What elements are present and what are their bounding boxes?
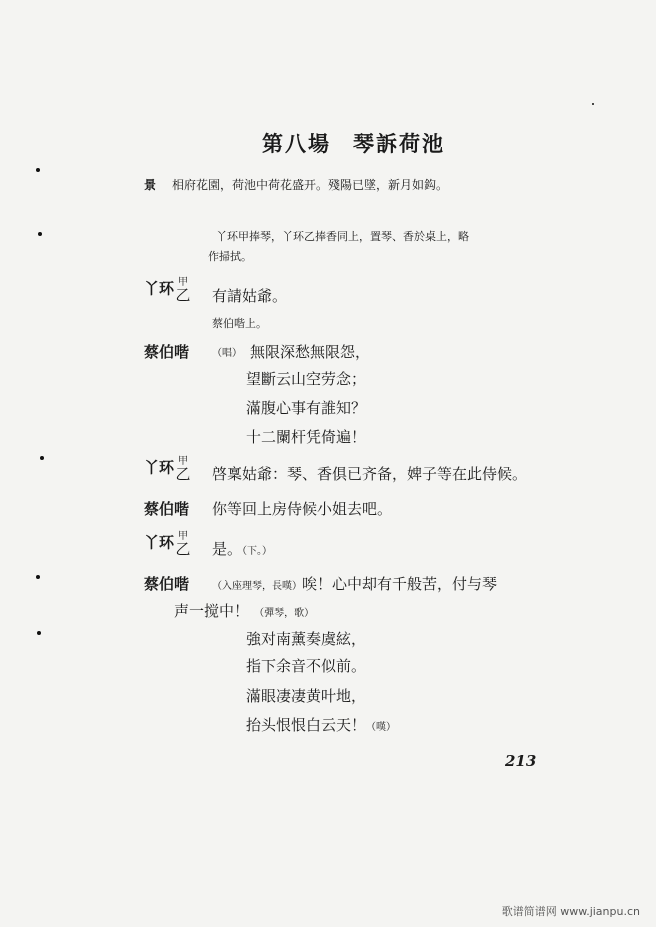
maid-jia: 甲 — [178, 277, 189, 288]
speaker-maids-2 — [144, 455, 192, 481]
verse1-line-2: 望斷云山空劳念； — [246, 370, 367, 388]
speaker-maids-3 — [144, 530, 192, 556]
verse2-line-4-text: 抬头恨恨白云天！ — [246, 716, 367, 734]
scan-speck — [36, 575, 40, 579]
speaker-cai-3: 蔡伯喈 — [144, 575, 190, 593]
scan-speck — [40, 456, 44, 460]
scan-speck — [36, 168, 40, 172]
scene-label: 景 — [144, 178, 157, 192]
sing-direction: （唱） — [212, 348, 242, 359]
scan-speck — [38, 232, 42, 236]
speaker-maid-stack — [174, 455, 192, 481]
stage-direction-2: 蔡伯喈上。 — [212, 317, 267, 330]
speaker-cai-1: 蔡伯喈 — [144, 343, 190, 361]
scene-title — [262, 128, 445, 158]
verse2-line-2: 指下余音不似前。 — [246, 657, 367, 675]
dialogue-line-2: 啓稟姑爺：琴、香俱已齐备，婢子等在此侍候。 — [212, 465, 528, 483]
watermark: 歌谱简谱网 www.jianpu.cn — [501, 905, 640, 918]
exit-direction: （下。） — [242, 546, 273, 557]
stage-direction-1a: 丫环甲捧琴，丫环乙捧香同上，置琴、香於桌上，略 — [216, 230, 469, 243]
speaker-maid-label: 丫环 — [144, 458, 175, 477]
scan-speck — [37, 631, 41, 635]
dialogue-line-5b — [174, 600, 314, 621]
speaker-maid-label: 丫环 — [144, 533, 175, 552]
sit-direction: （入座理琴，長嘆） — [212, 581, 302, 592]
line5b-text: 声一搅中！ — [174, 602, 250, 620]
dialogue-line-1: 有請姑爺。 — [212, 287, 288, 305]
verse1-line-1: 無限深愁無限怨， — [250, 343, 371, 361]
title-main: 第八場 — [262, 131, 331, 156]
speaker-maid-stack — [174, 530, 192, 556]
verse2-line-4 — [246, 714, 396, 735]
page-number: 213 — [505, 752, 537, 770]
stage-direction-1b: 作掃拭。 — [208, 250, 252, 263]
scan-speck — [592, 103, 594, 105]
maid-yi: 乙 — [175, 540, 191, 558]
verse2-line-1: 強对南薰奏虞絃， — [246, 630, 367, 648]
title-sub: 琴訴荷池 — [353, 131, 445, 156]
verse1-line-3: 滿腹心事有誰知？ — [246, 399, 367, 417]
dialogue-line-3: 你等回上房侍候小姐去吧。 — [212, 500, 393, 518]
speaker-maid-stack — [174, 276, 192, 302]
maid-jia: 甲 — [178, 456, 189, 467]
dialogue-line-4 — [212, 538, 272, 559]
scene-text: 相府花園，荷池中荷花盛开。殘陽已墜，新月如鈎。 — [172, 178, 449, 192]
dialogue-line-5 — [212, 573, 497, 594]
play-direction: （彈琴，歌） — [254, 608, 315, 619]
maid-jia: 甲 — [178, 531, 189, 542]
maid-yi: 乙 — [175, 286, 191, 304]
speaker-maid-label: 丫环 — [144, 279, 175, 298]
scene-setting — [144, 176, 448, 193]
line5-text: 唉！心中却有千般苦，付与琴 — [302, 575, 498, 593]
speaker-cai-2: 蔡伯喈 — [144, 500, 190, 518]
line4-text: 是。 — [212, 540, 243, 558]
verse1-line-4: 十二闌杆凭倚遍！ — [246, 428, 367, 446]
sigh-direction: （嘆） — [366, 722, 397, 733]
maid-yi: 乙 — [175, 465, 191, 483]
verse2-line-3: 滿眼凄凄黄叶地， — [246, 687, 367, 705]
speaker-maids-1 — [144, 276, 192, 302]
